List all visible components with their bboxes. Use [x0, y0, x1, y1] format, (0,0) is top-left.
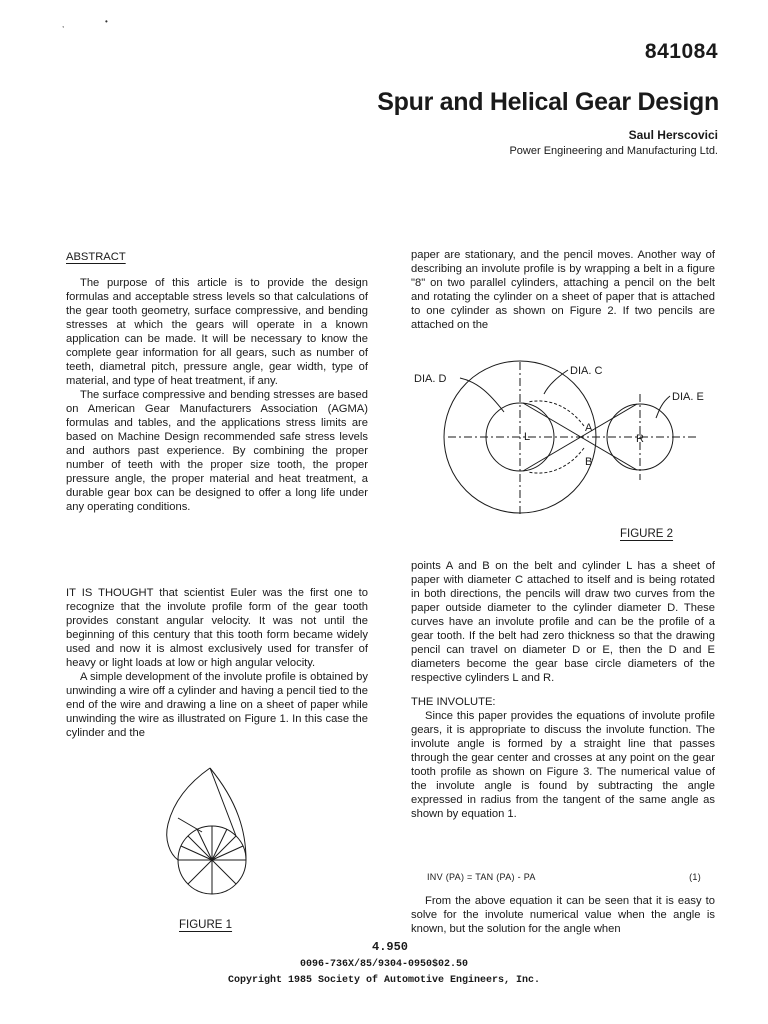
abstract-paragraph: The purpose of this article is to provide the design formulas and acceptable stress levels so that calculations of the gear tooth geometry, surface compressive, and bending stresses at which the gears will operate in a known application can be made. It will be necessary to know the complete gear information for all gears, such as number of teeth, diametral pitch, pressure angle, gear width, type of material, and type of heat treatment, if any.: [66, 277, 368, 387]
page-number: 4.950: [372, 940, 409, 954]
label-dia-e: DIA. E: [672, 391, 704, 403]
scan-mark: ,: [62, 20, 65, 29]
figure-1-caption: FIGURE 1: [179, 919, 233, 931]
equation-1: [427, 872, 715, 882]
label-cylinder-l: L: [524, 431, 531, 443]
equation-number: (1): [689, 872, 701, 882]
author-affiliation: Power Engineering and Manufacturing Ltd.: [509, 145, 718, 157]
label-cylinder-r: R: [636, 433, 644, 445]
body-paragraph: points A and B on the belt and cylinder L has a sheet of paper with diameter C attached to itself and is being rotated in both directions, the pencils will draw two curves from the paper outside diameter to the cylinder diameter D. These curves have an involute profile and can be the profile of a gear tooth. If the belt had zero thickness so that the drawing pencil can travel on diameter D or E, then the D and E diameters become the gear base circle diameters of the respective cylinders L and R.: [411, 560, 715, 684]
body-paragraph: From the above equation it can be seen that it is easy to solve for the involute numerical value when the angle is known, but the solution for the angle when: [411, 895, 715, 935]
figure-2: [408, 360, 728, 530]
abstract-section: [66, 250, 368, 514]
label-dia-c: DIA. C: [570, 365, 603, 377]
body-paragraph: Since this paper provides the equations of involute profile gears, it is appropriate to discuss the involute function. The involute angle is formed by a straight line that passes through the gear center and crosses at any point on the gear tooth profile as shown on Figure 3. The numerical value of the involute angle is found by subtracting the angle expressed in radius from the tangent of the same angle as shown by equation 1.: [411, 710, 715, 820]
body-paragraph: A simple development of the involute profile is obtained by unwinding a wire off a cylinder and having a pencil tied to the end of the wire and drawing a line on a sheet of paper while unwinding the wire as illustrated on Figure 1. In this case the cylinder and the: [66, 671, 368, 739]
abstract-paragraph: The surface compressive and bending stresses are based on American Gear Manufacturers Association (AGMA) formulas and tables, and the applications stress limits are based on Machine Design recommended safe stress levels and authors past experience. By combining the proper number of teeth with the proper size tooth, the proper pressure angle, the proper material and heat treatment, a durable gear box can be designed to offer a long life under any operating conditions.: [66, 389, 368, 513]
label-point-a: A: [585, 422, 593, 434]
issn-code: 0096-736X/85/9304-0950$02.50: [299, 959, 469, 970]
label-dia-d: DIA. D: [414, 373, 447, 385]
body-paragraph: paper are stationary, and the pencil moves. Another way of describing an involute profile is by wrapping a belt in a figure "8" on two parallel cylinders, attaching a pencil on the belt and rotating the cylinder on a sheet of paper that is attached to one cylinder as shown on Figure 2. If two pencils are attached on the: [411, 249, 715, 331]
introduction-section: [66, 586, 368, 740]
involute-heading: THE INVOLUTE:: [411, 696, 496, 708]
right-column-middle: [411, 559, 715, 821]
scan-mark: •: [105, 17, 108, 26]
figure-2-caption: FIGURE 2: [620, 528, 674, 540]
right-column-top: [411, 248, 715, 332]
copyright-notice: Copyright 1985 Society of Automotive Engineers, Inc.: [227, 975, 541, 986]
figure-2-belt-cylinders-drawing: [408, 360, 728, 530]
paper-title: Spur and Helical Gear Design: [377, 88, 719, 116]
right-column-bottom: [411, 894, 715, 936]
body-paragraph: IT IS THOUGHT that scientist Euler was the first one to recognize that the involute profile form of the gear tooth provides constant angular velocity. It was not until the beginning of this century that this tooth form became widely used and now it is almost exclusively used for transfer of heavy or light loads at low or high angular velocity.: [66, 587, 368, 669]
figure-1-involute-drawing: [150, 762, 280, 902]
label-point-b: B: [585, 456, 593, 468]
equation-text: INV (PA) = TAN (PA) - PA: [427, 872, 536, 882]
paper-number: 841084: [644, 40, 718, 63]
abstract-heading: ABSTRACT: [66, 251, 126, 263]
figure-1: [150, 762, 280, 902]
author-name: Saul Herscovici: [628, 128, 718, 142]
